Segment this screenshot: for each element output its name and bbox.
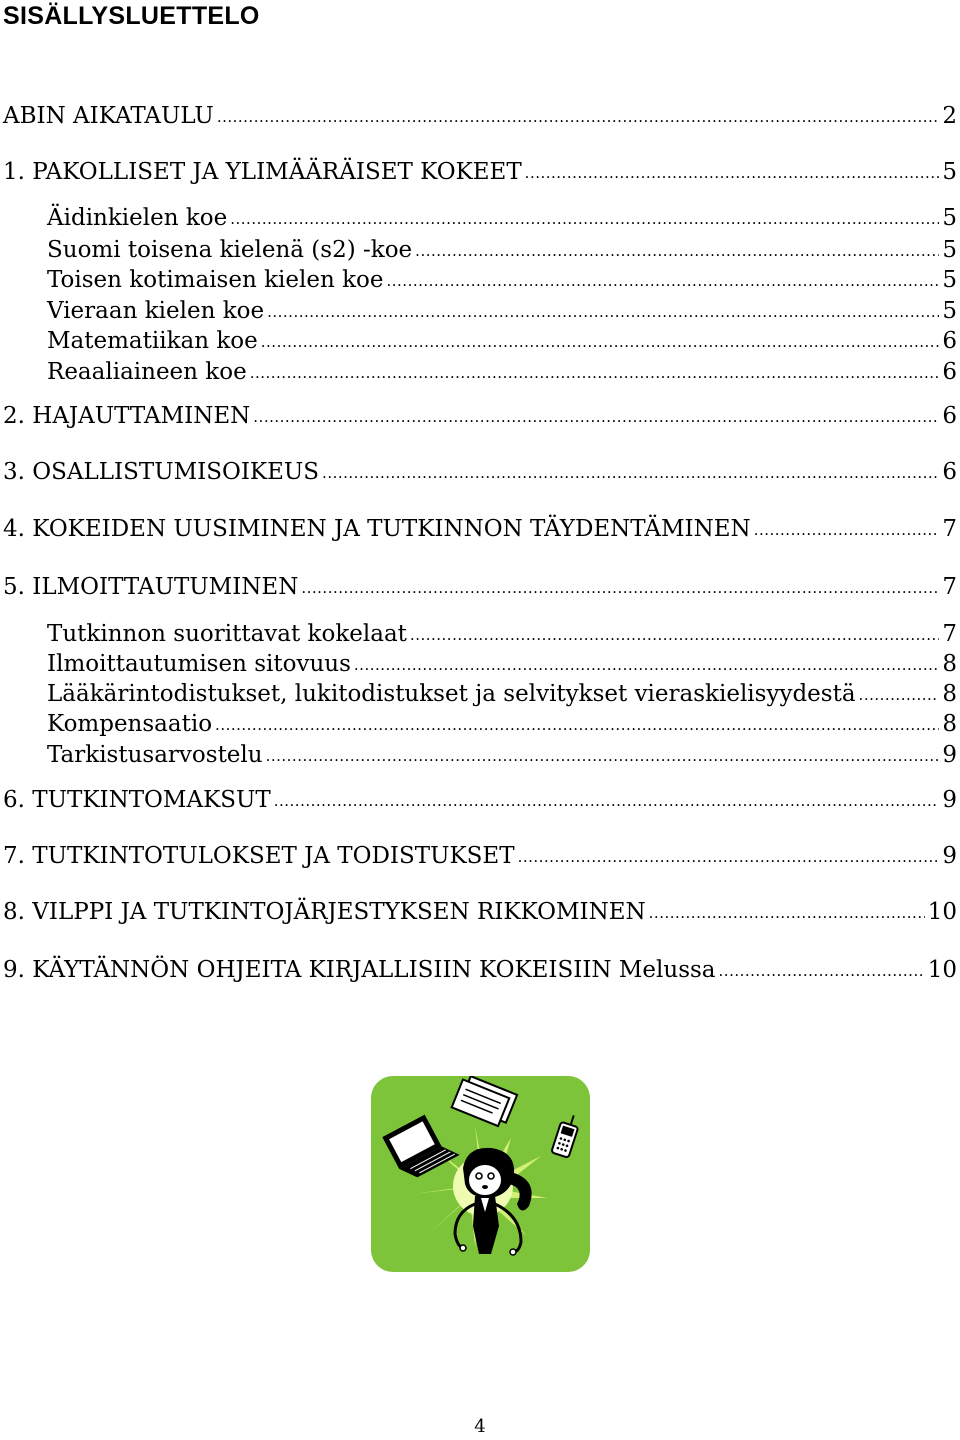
toc-entry[interactable] [47,739,957,773]
toc-entry-label: Tarkistusarvostelu [47,742,263,768]
toc-entry-page: 2 [942,103,957,129]
toc-entry-label: Kompensaatio [47,711,213,737]
toc-entry-page: 5 [942,205,957,231]
toc-entry-label: ABIN AIKATAULU [3,103,214,129]
toc-entry-label: Äidinkielen koe [47,205,228,231]
dot-leader [250,356,940,379]
dot-leader [217,100,940,123]
toc-entry-label: 8. VILPPI JA TUTKINTOJÄRJESTYKSEN RIKKOMINEN [3,899,646,925]
toc-entry[interactable] [47,202,957,236]
dot-leader [649,896,925,919]
toc-entry-page: 6 [942,359,957,385]
dot-leader [719,954,925,977]
toc-entry-label: 5. ILMOITTAUTUMINEN [3,574,299,600]
dot-leader [230,202,939,225]
toc-entry-label: Ilmoittautumisen sitovuus [47,651,351,677]
toc-entry-label: 7. TUTKINTOTULOKSET JA TODISTUKSET [3,843,515,869]
toc-entry-page: 8 [942,651,957,677]
toc-entry[interactable] [47,648,957,682]
dot-leader [253,400,939,423]
toc-entry-page: 7 [942,574,957,600]
toc-entry[interactable] [3,400,957,434]
toc-entry-page: 7 [942,516,957,542]
toc-entry-page: 6 [942,403,957,429]
toc-entry[interactable] [3,896,957,930]
page-number: 4 [474,1416,486,1437]
dot-leader [387,264,940,287]
dot-leader [274,784,940,807]
toc-entry-page: 6 [942,459,957,485]
toc-entry-label: Suomi toisena kielenä (s2) -koe [47,237,413,263]
toc-entry-label: Vieraan kielen koe [47,298,265,324]
dot-leader [525,156,940,179]
toc-entry-label: Lääkärintodistukset, lukitodistukset ja selvitykset vieraskielisyydestä [47,681,856,707]
dot-leader [266,739,940,762]
toc-entry-page: 5 [942,159,957,185]
toc-entry-label: Matematiikan koe [47,328,258,354]
toc-entry[interactable] [47,678,957,712]
toc-entry-page: 9 [942,787,957,813]
toc-entry[interactable] [3,456,957,490]
toc-entry-page: 9 [942,843,957,869]
toc-entry-label: Reaaliaineen koe [47,359,247,385]
toc-entry[interactable] [47,234,957,268]
toc-entry[interactable] [3,513,957,547]
toc-entry[interactable] [47,264,957,298]
toc-entry-page: 8 [942,681,957,707]
toc-entry-label: 9. KÄYTÄNNÖN OHJEITA KIRJALLISIIN KOKEISIIN Melussa [3,957,716,983]
toc-entry-page: 6 [942,328,957,354]
toc-entry-page: 8 [942,711,957,737]
dot-leader [267,295,939,318]
toc-entry-page: 10 [927,899,957,925]
toc-entry-label: 2. HAJAUTTAMINEN [3,403,251,429]
toc-entry-label: 6. TUTKINTOMAKSUT [3,787,271,813]
toc-entry-label: Tutkinnon suorittavat kokelaat [47,621,407,647]
dot-leader [410,618,939,641]
toc-entry[interactable] [3,571,957,605]
toc-entry[interactable] [47,708,957,742]
toc-entry-label: 1. PAKOLLISET JA YLIMÄÄRÄISET KOKEET [3,159,522,185]
toc-entry[interactable] [3,954,957,988]
toc-entry[interactable] [3,784,957,818]
toc-entry-page: 7 [942,621,957,647]
toc-entry[interactable] [47,295,957,329]
toc-entry-page: 5 [942,267,957,293]
toc-entry-page: 5 [942,237,957,263]
toc-entry-page: 10 [927,957,957,983]
toc-entry-label: 3. OSALLISTUMISOIKEUS [3,459,320,485]
stressed-student-illustration-icon [371,1076,590,1272]
toc-entry-label: Toisen kotimaisen kielen koe [47,267,384,293]
toc-entry-label: 4. KOKEIDEN UUSIMINEN JA TUTKINNON TÄYDENTÄMINEN [3,516,751,542]
toc-entry[interactable] [3,840,957,874]
dot-leader [354,648,939,671]
dot-leader [215,708,939,731]
dot-leader [261,325,940,348]
dot-leader [859,678,940,701]
toc-entry-page: 9 [942,742,957,768]
dot-leader [301,571,939,594]
dot-leader [754,513,940,536]
toc-entry[interactable] [3,100,957,134]
dot-leader [518,840,940,863]
toc-entry-page: 5 [942,298,957,324]
dot-leader [322,456,939,479]
toc-entry[interactable] [47,356,957,390]
toc-title: SISÄLLYSLUETTELO [3,2,260,30]
dot-leader [415,234,939,257]
toc-entry[interactable] [3,156,957,190]
toc-entry[interactable] [47,325,957,359]
toc-entry[interactable] [47,618,957,652]
